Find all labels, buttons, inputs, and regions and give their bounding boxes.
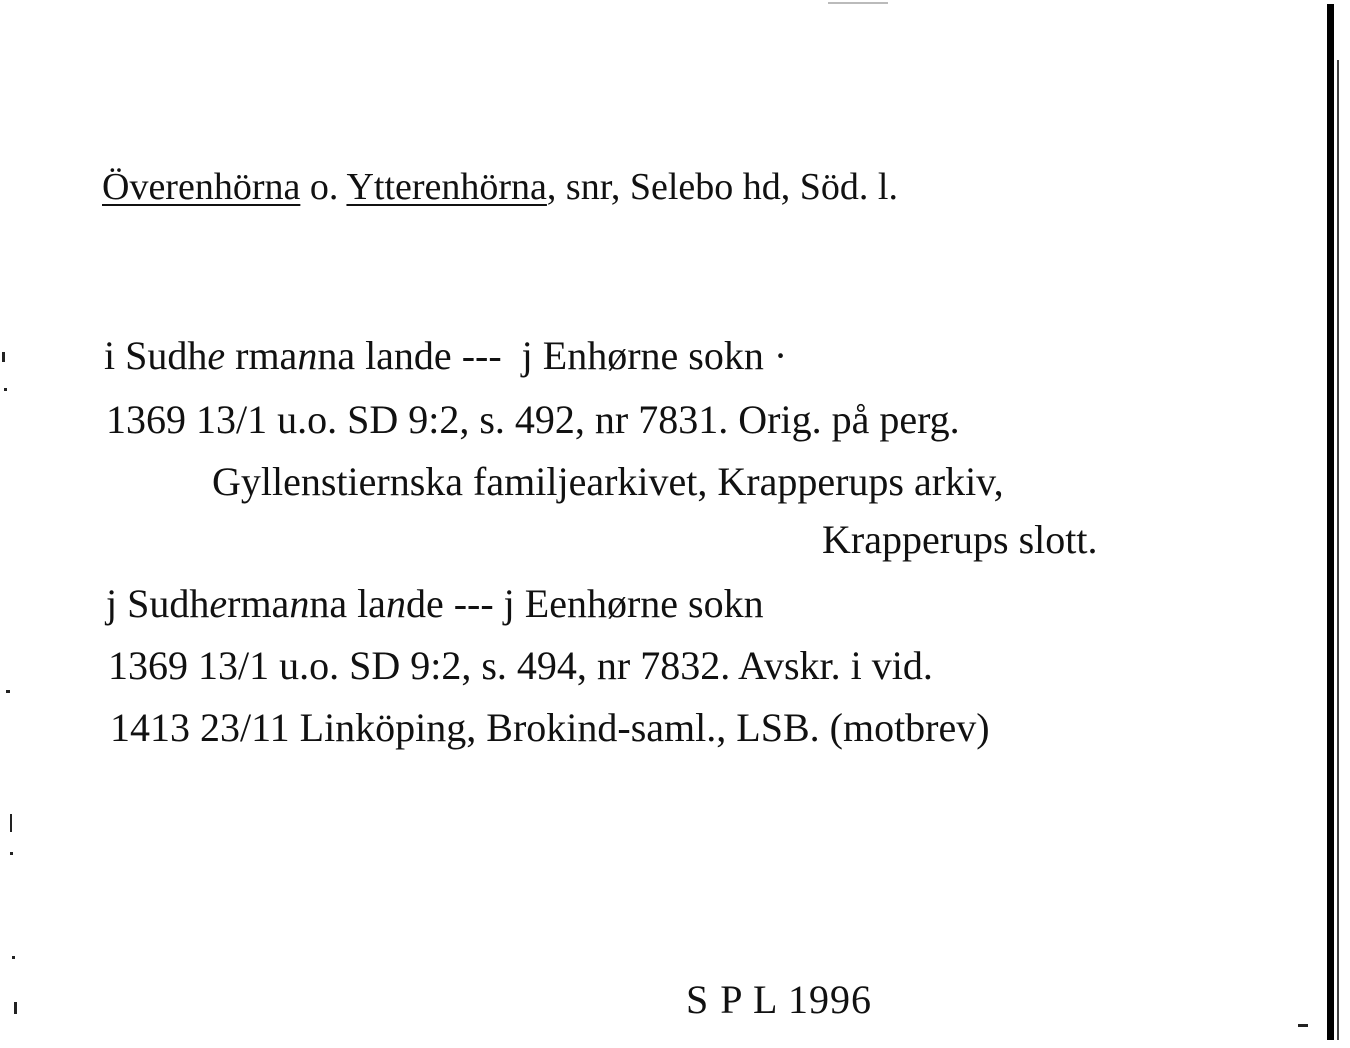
- scan-speck: [14, 1002, 17, 1014]
- entry1-form-part-b: e: [207, 333, 226, 378]
- entry1-form-part-d: n: [297, 333, 318, 378]
- entry2-form-part-c: rma: [227, 581, 290, 626]
- entry2-form: [106, 581, 764, 626]
- entry2-source-2: 1413 23/11 Linköping, Brokind-saml., LSB. (motbrev): [110, 705, 990, 750]
- entry1-location: Krapperups slott.: [822, 517, 1098, 562]
- entry1-form: [104, 333, 788, 378]
- entry1-archive: Gyllenstiernska familjearkivet, Krapperups arkiv,: [212, 459, 1004, 504]
- entry2-form-part-b: e: [209, 581, 228, 626]
- entry1-form-part-c: rma: [225, 333, 298, 378]
- card-heading: [102, 168, 898, 206]
- scan-speck: [10, 852, 13, 855]
- entry2-form-part-f: n: [385, 581, 406, 626]
- scan-speck: [4, 388, 7, 391]
- heading-separator: o.: [300, 166, 347, 208]
- scan-speck: [1298, 1024, 1308, 1027]
- scan-speck: [6, 690, 10, 693]
- alternate-place-name: Ytterenhörna: [346, 166, 547, 208]
- scan-speck: [12, 956, 15, 959]
- scan-speck: [828, 2, 888, 4]
- entry2-source: 1369 13/1 u.o. SD 9:2, s. 494, nr 7832. Avskr. i vid.: [108, 643, 933, 688]
- primary-place-name: Överenhörna: [102, 166, 301, 208]
- entry2-form-part-a: j Sudh: [106, 581, 210, 626]
- entry2-form-part-d: n: [289, 581, 310, 626]
- scan-speck: [2, 352, 5, 362]
- entry2-form-part-e: na la: [309, 581, 386, 626]
- entry2-form-part-g: de --- j Eenhørne sokn: [405, 581, 764, 626]
- scan-speck: [10, 814, 12, 832]
- card-edge-border: [1327, 4, 1334, 1040]
- card-edge-shadow: [1337, 60, 1339, 1040]
- card-footer-signature: S P L 1996: [686, 977, 872, 1022]
- entry1-source: 1369 13/1 u.o. SD 9:2, s. 492, nr 7831. Orig. på perg.: [106, 397, 960, 442]
- entry1-form-part-e: na lande --- j Enhørne sokn ·: [317, 333, 788, 378]
- heading-description: , snr, Selebo hd, Söd. l.: [546, 166, 898, 208]
- entry1-form-part-a: i Sudh: [104, 333, 208, 378]
